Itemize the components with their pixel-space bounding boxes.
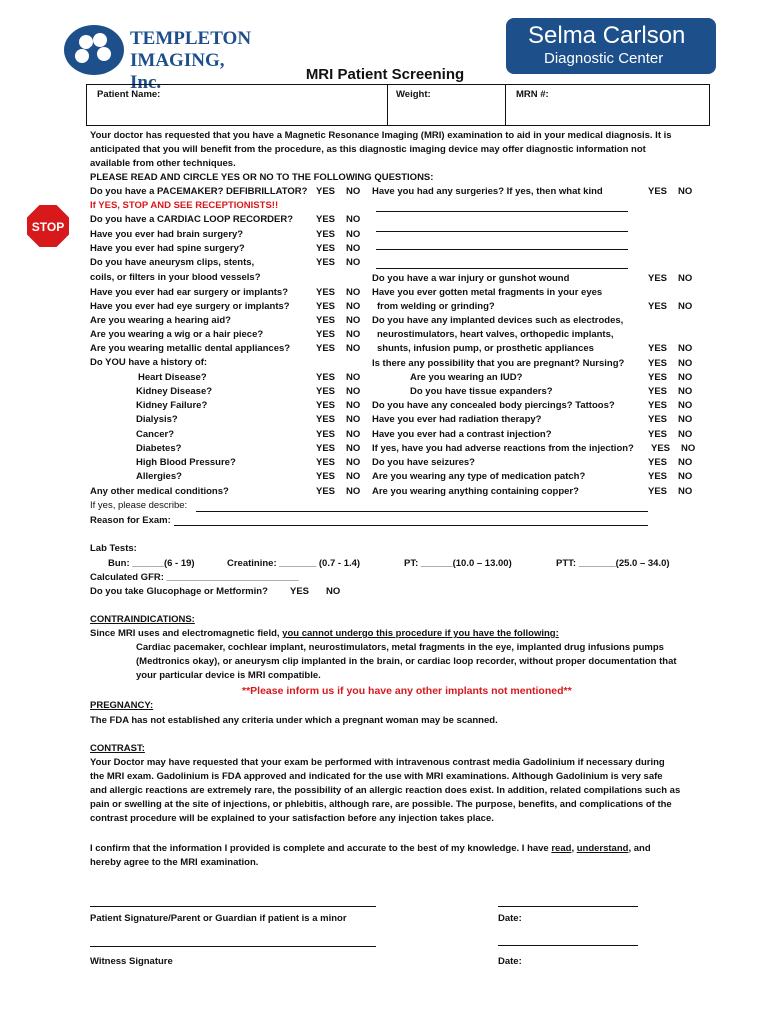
no-option[interactable]: NO xyxy=(346,186,361,197)
no-option[interactable]: NO xyxy=(678,471,693,482)
yes-option[interactable]: YES xyxy=(316,386,336,397)
weight-label: Weight: xyxy=(396,89,431,100)
lab-pt[interactable]: PT: ______(10.0 – 13.00) xyxy=(404,558,512,569)
confirm-read: read xyxy=(551,843,572,854)
q-cardiac-loop: Do you have a CARDIAC LOOP RECORDER? xyxy=(90,214,294,225)
q-implanted-devices-cont: shunts, infusion pump, or prosthetic appliances xyxy=(377,343,594,354)
witness-signature-field[interactable] xyxy=(90,946,376,947)
q-dental: Are you wearing metallic dental appliances? xyxy=(90,343,291,354)
q-dialysis: Dialysis? xyxy=(136,414,178,425)
no-option[interactable]: NO xyxy=(681,443,696,454)
surgeries-answer-line[interactable] xyxy=(376,211,628,212)
q-implanted-devices: Do you have any implanted devices such as electrodes, xyxy=(372,315,624,326)
yes-option[interactable]: YES xyxy=(316,243,336,254)
contrast-line: the MRI exam. Gadolinium is FDA approved and indicated for the use with MRI examinations. Although Gadolinium is very safe xyxy=(90,771,663,782)
patient-signature-label: Patient Signature/Parent or Guardian if patient is a minor xyxy=(90,913,347,924)
q-eye-surgery: Have you ever had eye surgery or implants? xyxy=(90,301,290,312)
no-option[interactable]: NO xyxy=(678,273,693,284)
no-option[interactable]: NO xyxy=(678,457,693,468)
q-history: Do YOU have a history of: xyxy=(90,357,208,368)
lab-bun[interactable]: Bun: ______(6 - 19) xyxy=(108,558,195,569)
confirm-part2: , and xyxy=(628,843,651,854)
q-other-conditions: Any other medical conditions? xyxy=(90,486,229,497)
yes-option[interactable]: YES xyxy=(316,400,336,411)
yes-option[interactable]: YES xyxy=(316,372,336,383)
reason-for-exam-label: Reason for Exam: xyxy=(90,515,171,526)
mrn-label: MRN #: xyxy=(516,89,549,100)
yes-option[interactable]: YES xyxy=(648,471,668,482)
q-cancer: Cancer? xyxy=(136,429,175,440)
q-aneurysm: Do you have aneurysm clips, stents, xyxy=(90,257,255,268)
yes-option[interactable]: YES xyxy=(648,372,668,383)
q-war-injury: Do you have a war injury or gunshot wound xyxy=(372,273,570,284)
yes-option[interactable]: YES xyxy=(648,358,668,369)
lab-gfr[interactable]: Calculated GFR: _________________________ xyxy=(90,572,299,583)
yes-option[interactable]: YES xyxy=(316,186,336,197)
confirm-line2: hereby agree to the MRI examination. xyxy=(90,857,259,868)
no-option[interactable]: NO xyxy=(346,287,361,298)
no-option[interactable]: NO xyxy=(346,471,361,482)
no-option[interactable]: NO xyxy=(678,301,693,312)
yes-option[interactable]: YES xyxy=(316,486,336,497)
q-ear-surgery: Have you ever had ear surgery or implants? xyxy=(90,287,288,298)
implants-alert: **Please inform us if you have any other implants not mentioned** xyxy=(242,685,572,697)
confirm-part1: I confirm that the information I provided is complete and accurate to the best of my knowledge. I have xyxy=(90,843,549,854)
lab-creatinine[interactable]: Creatinine: _______ (0.7 - 1.4) xyxy=(227,558,361,569)
q-adverse-reactions: If yes, have you had adverse reactions from the injection? xyxy=(372,443,634,454)
yes-option[interactable]: YES xyxy=(316,301,336,312)
q-glucophage: Do you take Glucophage or Metformin? xyxy=(90,586,268,597)
no-option[interactable]: NO xyxy=(346,343,361,354)
yes-option[interactable]: YES xyxy=(316,315,336,326)
contrast-line: Your Doctor may have requested that your exam be performed with intravenous contrast media Gadolinium if necessary during xyxy=(90,757,665,768)
yes-option[interactable]: YES xyxy=(316,343,336,354)
no-option[interactable]: NO xyxy=(346,243,361,254)
if-yes-describe-label: If yes, please describe: xyxy=(90,500,188,511)
no-option[interactable]: NO xyxy=(346,400,361,411)
no-option[interactable]: NO xyxy=(678,414,693,425)
q-tissue-expanders: Do you have tissue expanders? xyxy=(410,386,553,397)
q-brain-surgery: Have you ever had brain surgery? xyxy=(90,229,244,240)
q-spine-surgery: Have you ever had spine surgery? xyxy=(90,243,245,254)
q-kidney-disease: Kidney Disease? xyxy=(136,386,213,397)
contraindications-lead-text: Since MRI uses and electromagnetic field, xyxy=(90,628,280,639)
no-option[interactable]: NO xyxy=(346,443,361,454)
contraindications-line: Cardiac pacemaker, cochlear implant, neurostimulators, metal fragments in the eye, implanted drug infusions pumps xyxy=(136,642,664,653)
stop-warning: If YES, STOP AND SEE RECEPTIONISTS!! xyxy=(90,200,279,211)
q-piercings: Do you have any concealed body piercings? Tattoos? xyxy=(372,400,615,411)
no-option[interactable]: NO xyxy=(346,372,361,383)
pregnancy-heading: PREGNANCY: xyxy=(90,700,154,711)
contraindications-line: (Medtronics okay), or aneurysm clip implanted in the brain, or cardiac loop recorder, without proper documentation that xyxy=(136,656,677,667)
yes-option[interactable]: YES xyxy=(316,443,336,454)
instructions: PLEASE READ AND CIRCLE YES OR NO TO THE FOLLOWING QUESTIONS: xyxy=(90,172,434,183)
contrast-line: contrast procedure will be explained to your satisfaction before any injection takes place. xyxy=(90,813,494,824)
selma-line2: Diagnostic Center xyxy=(544,50,664,67)
lab-tests-heading: Lab Tests: xyxy=(90,543,137,554)
intro-line: anticipated that you will benefit from the procedure, as this diagnostic imaging device may offer diagnostic information not xyxy=(90,144,646,155)
date-label: Date: xyxy=(498,956,522,967)
no-option[interactable]: NO xyxy=(678,429,693,440)
contraindications-line: your particular device is MRI compatible. xyxy=(136,670,321,681)
surgeries-answer-line[interactable] xyxy=(376,231,628,232)
yes-option[interactable]: YES xyxy=(316,329,336,340)
no-option[interactable]: NO xyxy=(346,414,361,425)
yes-option[interactable]: YES xyxy=(648,186,668,197)
q-implanted-devices-cont: neurostimulators, heart valves, orthopedic implants, xyxy=(377,329,614,340)
no-option[interactable]: NO xyxy=(346,257,361,268)
yes-option[interactable]: YES xyxy=(648,486,668,497)
no-option[interactable]: NO xyxy=(678,186,693,197)
stop-sign-icon xyxy=(25,203,71,249)
q-medication-patch: Are you wearing any type of medication patch? xyxy=(372,471,586,482)
q-diabetes: Diabetes? xyxy=(136,443,182,454)
describe-field[interactable] xyxy=(196,511,648,512)
q-metal-fragments-cont: from welding or grinding? xyxy=(377,301,495,312)
no-option[interactable]: NO xyxy=(346,386,361,397)
yes-option[interactable]: YES xyxy=(316,229,336,240)
patient-info-table xyxy=(86,84,710,126)
stop-sign-text: STOP xyxy=(31,220,65,234)
no-option[interactable]: NO xyxy=(326,586,341,597)
no-option[interactable]: NO xyxy=(346,229,361,240)
q-pregnant: Is there any possibility that you are pregnant? Nursing? xyxy=(372,358,625,369)
pregnancy-text: The FDA has not established any criteria under which a pregnant woman may be scanned. xyxy=(90,715,498,726)
yes-option[interactable]: YES xyxy=(648,429,668,440)
no-option[interactable]: NO xyxy=(346,486,361,497)
templeton-line2: IMAGING, Inc. xyxy=(130,50,225,93)
yes-option[interactable]: YES xyxy=(316,414,336,425)
q-copper: Are you wearing anything containing copper? xyxy=(372,486,579,497)
no-option[interactable]: NO xyxy=(678,358,693,369)
no-option[interactable]: NO xyxy=(678,386,693,397)
lab-ptt[interactable]: PTT: _______(25.0 – 34.0) xyxy=(556,558,670,569)
surgeries-answer-line[interactable] xyxy=(376,268,628,269)
contraindications-lead-underlined: you cannot undergo this procedure if you have the following: xyxy=(282,628,559,639)
templeton-line1: TEMPLETON xyxy=(130,28,252,49)
no-option[interactable]: NO xyxy=(346,329,361,340)
intro-line: available from other techniques. xyxy=(90,158,236,169)
selma-line1: Selma Carlson xyxy=(528,22,686,49)
no-option[interactable]: NO xyxy=(346,457,361,468)
no-option[interactable]: NO xyxy=(346,315,361,326)
yes-option[interactable]: YES xyxy=(648,414,668,425)
weight-cell[interactable] xyxy=(387,85,506,125)
confirm-understand: understand xyxy=(576,843,629,854)
yes-option[interactable]: YES xyxy=(316,257,336,268)
yes-option[interactable]: YES xyxy=(648,301,668,312)
mrn-cell[interactable] xyxy=(505,85,710,125)
page-title: MRI Patient Screening xyxy=(305,66,465,83)
no-option[interactable]: NO xyxy=(346,429,361,440)
no-option[interactable]: NO xyxy=(678,486,693,497)
yes-option[interactable]: YES xyxy=(648,386,668,397)
surgeries-answer-line[interactable] xyxy=(376,249,628,250)
witness-signature-label: Witness Signature xyxy=(90,956,173,967)
yes-option[interactable]: YES xyxy=(316,471,336,482)
date-label: Date: xyxy=(498,913,522,924)
q-allergies: Allergies? xyxy=(136,471,182,482)
patient-signature-field[interactable] xyxy=(90,906,376,907)
patient-name-label: Patient Name: xyxy=(97,89,161,100)
yes-option[interactable]: YES xyxy=(648,400,668,411)
q-contrast-injection: Have you ever had a contrast injection? xyxy=(372,429,552,440)
q-pacemaker: Do you have a PACEMAKER? DEFIBRILLATOR? xyxy=(90,186,308,197)
q-wig: Are you wearing a wig or a hair piece? xyxy=(90,329,264,340)
yes-option[interactable]: YES xyxy=(651,443,671,454)
q-aneurysm-cont: coils, or filters in your blood vessels? xyxy=(90,272,261,283)
reason-for-exam-field[interactable] xyxy=(174,525,648,526)
yes-option[interactable]: YES xyxy=(648,457,668,468)
q-seizures: Do you have seizures? xyxy=(372,457,475,468)
q-hearing-aid: Are you wearing a hearing aid? xyxy=(90,315,231,326)
contraindications-heading: CONTRAINDICATIONS: xyxy=(90,614,195,625)
yes-option[interactable]: YES xyxy=(316,214,336,225)
q-heart: Heart Disease? xyxy=(138,372,207,383)
no-option[interactable]: NO xyxy=(678,400,693,411)
yes-option[interactable]: YES xyxy=(648,273,668,284)
q-iud: Are you wearing an IUD? xyxy=(410,372,523,383)
witness-date-field[interactable] xyxy=(498,945,638,946)
contrast-line: pain or swelling at the site of injections, or phlebitis, although rare, are possible. The purpose, benefits, and complications of the xyxy=(90,799,672,810)
q-surgeries: Have you had any surgeries? If yes, then what kind xyxy=(372,186,603,197)
yes-option[interactable]: YES xyxy=(648,343,668,354)
q-metal-fragments: Have you ever gotten metal fragments in your eyes xyxy=(372,287,603,298)
contrast-line: and allergic reactions are extremely rare, the possibility of an allergic reaction does exist. In addition, related compilations such as xyxy=(90,785,681,796)
yes-option[interactable]: YES xyxy=(316,429,336,440)
yes-option[interactable]: YES xyxy=(316,457,336,468)
no-option[interactable]: NO xyxy=(346,301,361,312)
contrast-heading: CONTRAST: xyxy=(90,743,145,754)
confirmation-statement xyxy=(90,843,651,855)
yes-option[interactable]: YES xyxy=(316,287,336,298)
patient-date-field[interactable] xyxy=(498,906,638,907)
q-radiation: Have you ever had radiation therapy? xyxy=(372,414,542,425)
intro-line: Your doctor has requested that you have a Magnetic Resonance Imaging (MRI) examination to aid in your medical diagnosis. It is xyxy=(90,130,672,141)
no-option[interactable]: NO xyxy=(678,343,693,354)
no-option[interactable]: NO xyxy=(346,214,361,225)
confirm-comma: , xyxy=(571,843,575,854)
contraindications-lead xyxy=(90,628,559,640)
q-blood-pressure: High Blood Pressure? xyxy=(136,457,236,468)
yes-option[interactable]: YES xyxy=(290,586,310,597)
q-kidney-failure: Kidney Failure? xyxy=(136,400,208,411)
no-option[interactable]: NO xyxy=(678,372,693,383)
